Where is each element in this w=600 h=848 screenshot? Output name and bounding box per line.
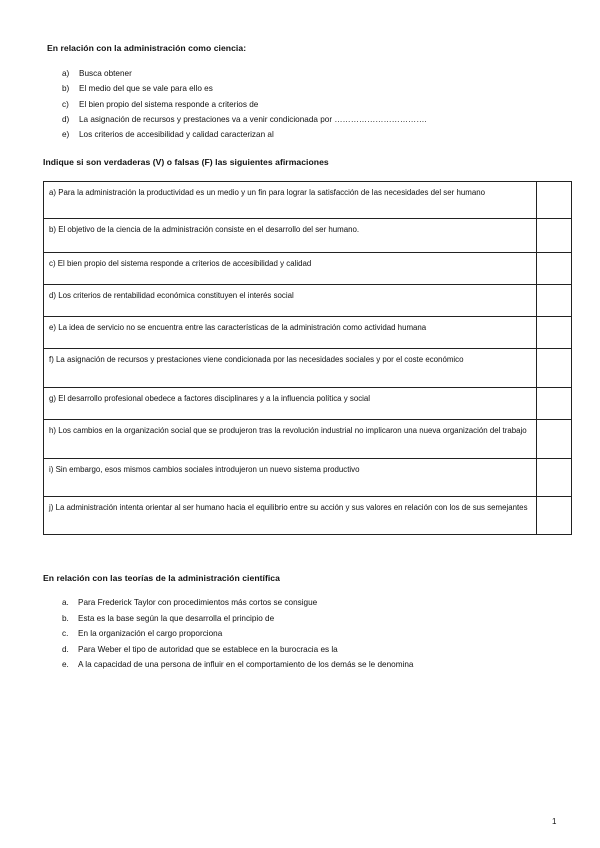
table-row — [44, 349, 572, 388]
list-item — [62, 629, 413, 645]
list-marker: c) — [62, 99, 69, 109]
table-row — [44, 317, 572, 349]
list-item-text: El medio del que se vale para ello es — [79, 84, 213, 94]
statement-cell: a) Para la administración la productividad es un medio y un fin para lograr la satisfacción de las necesidades del ser humano — [44, 182, 537, 219]
list-marker: b. — [62, 613, 69, 623]
true-false-table — [43, 181, 572, 535]
table-row — [44, 420, 572, 459]
list-item-text: A la capacidad de una persona de influir en el comportamiento de los demás se le denomina — [78, 660, 414, 670]
table-row — [44, 219, 572, 253]
statement-cell: j) La administración intenta orientar al ser humano hacia el equilibrio entre su acción y sus valores en relación con los de sus semejantes — [44, 497, 537, 535]
list-marker: a) — [62, 69, 70, 78]
statement-cell: f) La asignación de recursos y prestaciones viene condicionada por las necesidades sociales y por el coste económico — [44, 349, 537, 388]
answer-box[interactable] — [536, 285, 571, 317]
list-item — [62, 69, 427, 84]
list-marker: a. — [62, 598, 69, 607]
answer-box[interactable] — [536, 253, 571, 285]
list-item — [62, 660, 413, 676]
statement-cell: g) El desarrollo profesional obedece a factores disciplinares y a la influencia política y social — [44, 388, 537, 420]
section3-heading: En relación con las teorías de la administración científica — [43, 573, 280, 583]
list-marker: c. — [62, 629, 69, 639]
list-item-text: El bien propio del sistema responde a criterios de — [79, 99, 259, 109]
answer-box[interactable] — [536, 497, 571, 535]
list-item-text: Los criterios de accesibilidad y calidad caracterizan al — [79, 130, 274, 140]
list-item — [62, 84, 427, 99]
answer-box[interactable] — [536, 219, 571, 253]
table-row — [44, 459, 572, 497]
list-item-text: La asignación de recursos y prestaciones va a venir condicionada por ……………………………. — [79, 114, 427, 124]
list-item — [62, 614, 413, 630]
list-item-text: En la organización el cargo proporciona — [78, 629, 223, 639]
list-marker: d) — [62, 114, 70, 124]
section1-list — [62, 69, 427, 145]
list-marker: e) — [62, 130, 70, 140]
statement-cell: h) Los cambios en la organización social que se produjeron tras la revolución industrial no implicaron una nueva organización del trabajo — [44, 420, 537, 459]
answer-box[interactable] — [536, 459, 571, 497]
section2-heading: Indique si son verdaderas (V) o falsas (F) las siguientes afirmaciones — [43, 157, 329, 167]
statement-cell: c) El bien propio del sistema responde a criterios de accesibilidad y calidad — [44, 253, 537, 285]
list-item — [62, 598, 413, 614]
table-row — [44, 182, 572, 219]
table-row — [44, 388, 572, 420]
statement-cell: e) La idea de servicio no se encuentra entre las características de la administración como actividad humana — [44, 317, 537, 349]
answer-box[interactable] — [536, 317, 571, 349]
table-row — [44, 285, 572, 317]
answer-box[interactable] — [536, 349, 571, 388]
list-item — [62, 130, 427, 145]
page-number: 1 — [552, 817, 557, 826]
section1-heading: En relación con la administración como ciencia: — [47, 43, 247, 53]
answer-box[interactable] — [536, 388, 571, 420]
table-row — [44, 497, 572, 535]
list-item — [62, 645, 413, 661]
list-item-text: Esta es la base según la que desarrolla el principio de — [78, 613, 275, 623]
list-item — [62, 115, 427, 130]
table-row — [44, 253, 572, 285]
answer-box[interactable] — [536, 420, 571, 459]
list-marker: d. — [62, 644, 69, 654]
answer-box[interactable] — [536, 182, 571, 219]
statement-cell: i) Sin embargo, esos mismos cambios sociales introdujeron un nuevo sistema productivo — [44, 459, 537, 497]
section3-list — [62, 598, 413, 676]
statement-cell: b) El objetivo de la ciencia de la administración consiste en el desarrollo del ser humano. — [44, 219, 537, 253]
list-item-text: Busca obtener — [79, 69, 132, 78]
statement-cell: d) Los criterios de rentabilidad económica constituyen el interés social — [44, 285, 537, 317]
list-item — [62, 100, 427, 115]
list-marker: e. — [62, 660, 69, 670]
list-marker: b) — [62, 84, 70, 94]
list-item-text: Para Frederick Taylor con procedimientos más cortos se consigue — [78, 598, 318, 607]
list-item-text: Para Weber el tipo de autoridad que se establece en la burocracia es la — [78, 644, 338, 654]
